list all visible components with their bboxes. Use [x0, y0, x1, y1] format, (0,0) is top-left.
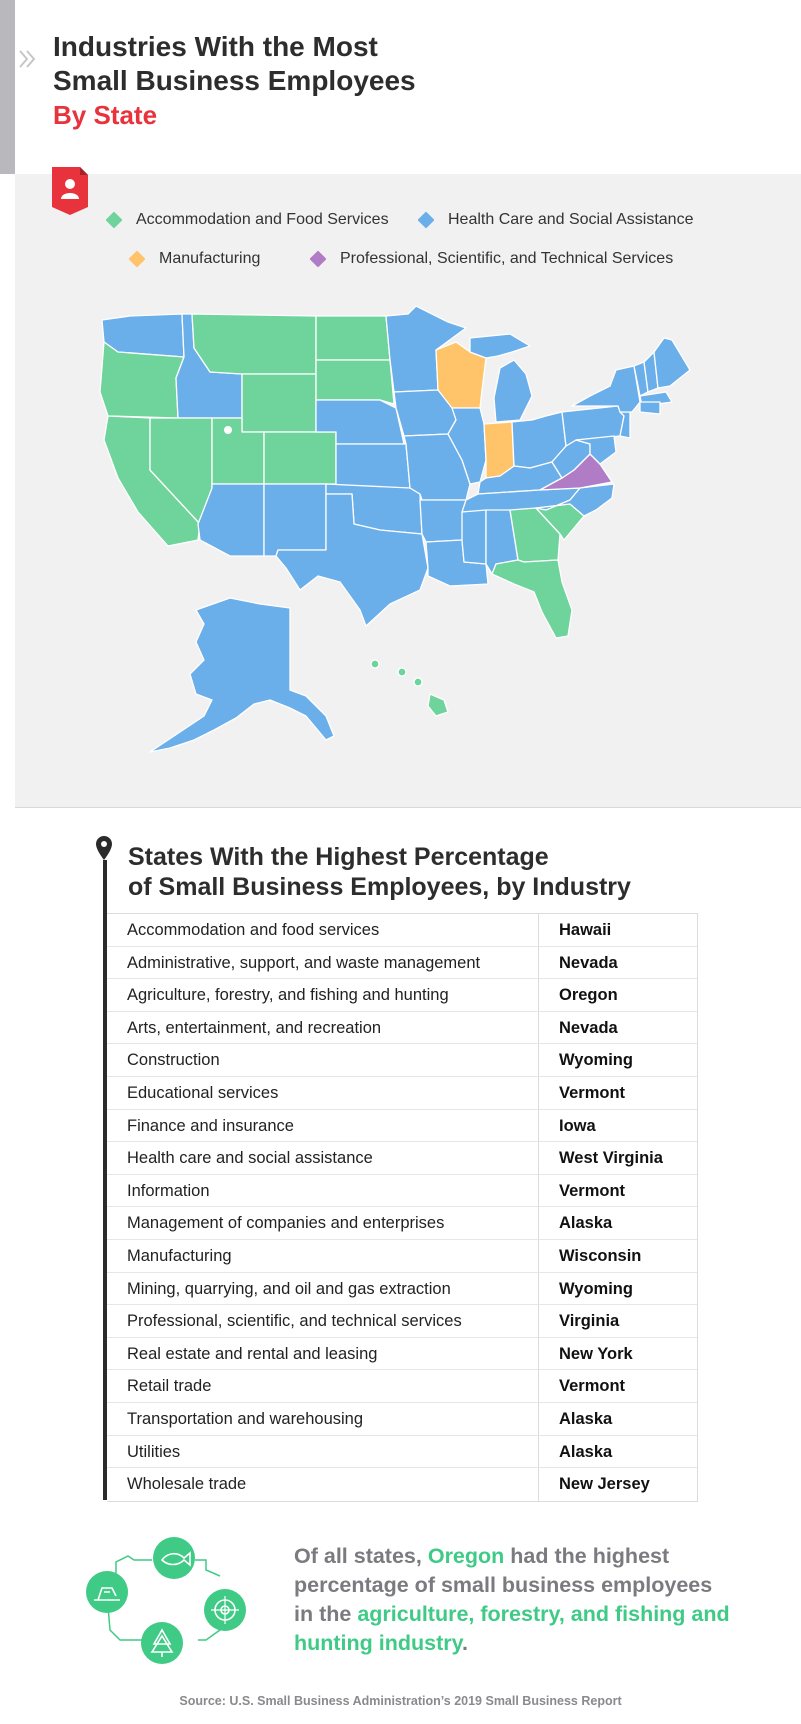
legend-label: Accommodation and Food Services [136, 211, 389, 228]
industry-cell: Retail trade [107, 1370, 539, 1402]
table-row [107, 1077, 697, 1110]
state-wyoming [242, 374, 316, 432]
table-row [107, 1110, 697, 1143]
state-cell: Vermont [559, 1083, 626, 1102]
state-hawaii-big-island [428, 694, 448, 716]
industry-icons-cluster [80, 1530, 260, 1670]
table-row [107, 1142, 697, 1175]
industry-cell: Professional, scientific, and technical services [107, 1305, 539, 1337]
state-south-dakota [316, 360, 394, 404]
state-hawaii-island-2 [398, 668, 406, 676]
legend-label: Health Care and Social Assistance [448, 211, 694, 228]
state-north-dakota [316, 316, 390, 360]
industry-cell: Utilities [107, 1436, 539, 1468]
state-cell: New York [559, 1344, 633, 1363]
state-new-mexico [264, 484, 326, 556]
legend-item-professional [312, 250, 673, 268]
state-cell: Alaska [559, 1214, 613, 1233]
source-note: Source: U.S. Small Business Administration’s 2019 Small Business Report [179, 1694, 622, 1708]
person-ribbon-icon [52, 167, 88, 215]
state-arkansas [420, 500, 466, 542]
state-cell: Hawaii [559, 921, 612, 939]
state-cell: Oregon [559, 986, 618, 1005]
legend-item-manufacturing [131, 250, 260, 268]
left-accent-bar [0, 0, 15, 174]
state-cell: Wyoming [559, 1279, 633, 1298]
chevron-right-icon [18, 48, 36, 70]
fact-highlight-state: Oregon [427, 1544, 505, 1568]
state-alaska [150, 598, 334, 752]
table-row [107, 1240, 697, 1273]
table-row [107, 1273, 697, 1306]
industry-cell: Arts, entertainment, and recreation [107, 1012, 539, 1044]
industry-state-table [107, 913, 698, 1502]
legend-item-accommodation [108, 211, 389, 229]
state-kansas [336, 444, 410, 488]
legend-label: Manufacturing [159, 250, 261, 267]
industry-cell: Administrative, support, and waste management [107, 947, 539, 979]
page-subtitle: By State [53, 100, 158, 130]
state-mississippi [462, 510, 486, 564]
table-title-line-2: of Small Business Employees, by Industry [128, 873, 631, 901]
industry-cell: Information [107, 1175, 539, 1207]
table-row [107, 914, 697, 947]
table-row [107, 1012, 697, 1045]
state-colorado [264, 432, 336, 484]
state-connecticut [640, 402, 660, 414]
table-row [107, 1207, 697, 1240]
industry-cell: Finance and insurance [107, 1110, 539, 1142]
industry-cell: Manufacturing [107, 1240, 539, 1272]
state-maine [654, 338, 690, 388]
table-title-line-1: States With the Highest Percentage [128, 843, 549, 871]
table-row [107, 1338, 697, 1371]
state-cell: Vermont [559, 1181, 626, 1200]
us-map [0, 300, 801, 780]
industry-cell: Transportation and warehousing [107, 1403, 539, 1435]
state-cell: Alaska [559, 1409, 613, 1428]
legend-diamond-icon [129, 251, 146, 268]
legend-diamond-icon [106, 212, 123, 229]
table-title [128, 842, 631, 902]
legend-item-health-care [420, 211, 693, 229]
table-row [107, 1044, 697, 1077]
table-row [107, 1305, 697, 1338]
state-cell: Virginia [559, 1312, 620, 1331]
industry-cell: Agriculture, forestry, and fishing and hunting [107, 979, 539, 1011]
state-cell: West Virginia [559, 1149, 663, 1168]
state-cell: Alaska [559, 1442, 613, 1461]
industry-cell: Mining, quarrying, and oil and gas extraction [107, 1273, 539, 1305]
fact-text-2: had the highest percentage of small business employees in the [294, 1544, 713, 1626]
state-hawaii-island-1 [371, 660, 379, 668]
title-line-1: Industries With the Most [53, 31, 378, 62]
table-row [107, 1436, 697, 1469]
industry-cell: Accommodation and food services [107, 914, 539, 946]
legend-diamond-icon [418, 212, 435, 229]
industry-cell: Management of companies and enterprises [107, 1207, 539, 1239]
state-cell: Wisconsin [559, 1246, 642, 1265]
industry-cell: Construction [107, 1044, 539, 1076]
industry-cell: Health care and social assistance [107, 1142, 539, 1174]
state-cell: Nevada [559, 953, 618, 972]
location-pin-icon [96, 836, 112, 862]
industry-cell: Educational services [107, 1077, 539, 1109]
fact-statement [294, 1542, 734, 1658]
industry-cell: Real estate and rental and leasing [107, 1338, 539, 1370]
industry-cell: Wholesale trade [107, 1468, 539, 1501]
table-row [107, 947, 697, 980]
table-row [107, 1175, 697, 1208]
table-row [107, 979, 697, 1012]
state-florida [492, 560, 572, 638]
state-cell: Vermont [559, 1377, 626, 1396]
state-hawaii-island-3 [414, 678, 422, 686]
fact-text-1: Of all states, [294, 1544, 428, 1568]
tree-icon [141, 1622, 183, 1664]
state-cell: Wyoming [559, 1051, 633, 1070]
title-line-2: Small Business Employees [53, 65, 416, 96]
legend-diamond-icon [310, 251, 327, 268]
state-montana [192, 314, 316, 374]
state-cell: New Jersey [559, 1475, 650, 1494]
fact-text-3: . [462, 1631, 468, 1655]
state-cell: Iowa [559, 1116, 596, 1135]
page-title [53, 30, 416, 98]
state-new-york [572, 366, 640, 412]
table-row [107, 1370, 697, 1403]
table-row [107, 1403, 697, 1436]
state-cell: Nevada [559, 1018, 618, 1037]
fish-icon [153, 1537, 195, 1579]
fact-highlight-industry: agriculture, forestry, and fishing and hunting industry [294, 1602, 730, 1655]
table-row [107, 1468, 697, 1501]
legend-label: Professional, Scientific, and Technical Services [340, 250, 674, 267]
